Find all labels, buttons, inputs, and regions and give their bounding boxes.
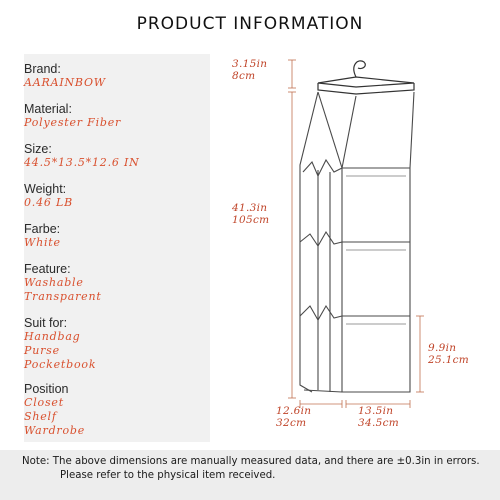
- spec-value: Closet: [24, 396, 64, 409]
- spec-label: Weight:: [24, 182, 67, 196]
- spec-value: 0.46 LB: [24, 196, 73, 209]
- dimension-height-cm: 105cm: [232, 214, 270, 226]
- dimension-height: [232, 202, 269, 226]
- dimension-hook-cm: 8cm: [232, 70, 256, 82]
- dimension-pocket: [428, 342, 469, 366]
- spec-value: 44.5*13.5*12.6 IN: [24, 156, 140, 169]
- dimension-pocket-cm: 25.1cm: [428, 354, 470, 366]
- spec-label: Position: [24, 382, 69, 396]
- dimension-hook: [232, 58, 267, 82]
- spec-label: Suit for:: [24, 316, 68, 330]
- hanger-hook-icon: [318, 61, 414, 94]
- dimension-lines: [288, 60, 424, 408]
- disclaimer-note: [0, 450, 500, 500]
- spec-value: Pocketbook: [24, 358, 97, 371]
- page-title: PRODUCT INFORMATION: [136, 14, 364, 34]
- spec-value: Transparent: [24, 290, 102, 303]
- spec-label: Material:: [24, 102, 72, 116]
- spec-value: White: [24, 236, 61, 249]
- spec-value: Shelf: [24, 410, 57, 423]
- spec-label: Brand:: [24, 62, 61, 76]
- dimension-width-cm: 34.5cm: [358, 417, 400, 429]
- spec-label: Feature:: [24, 262, 71, 276]
- dimension-pocket-in: 9.9in: [428, 342, 457, 354]
- spec-value: Wardrobe: [24, 424, 86, 437]
- hanging-organizer-drawing: [300, 92, 414, 392]
- note-line-2: Please refer to the physical item received.: [60, 470, 276, 481]
- spec-value: AARAINBOW: [24, 76, 106, 89]
- spec-value: Polyester Fiber: [24, 116, 122, 129]
- dimension-depth-cm: 32cm: [276, 417, 307, 429]
- spec-label: Size:: [24, 142, 52, 156]
- spec-label: Farbe:: [24, 222, 61, 236]
- dimension-width-in: 13.5in: [358, 405, 394, 417]
- spec-value: Handbag: [24, 330, 81, 343]
- dimension-depth-in: 12.6in: [276, 405, 312, 417]
- dimension-hook-in: 3.15in: [232, 58, 268, 70]
- spec-value: Purse: [24, 344, 60, 357]
- dimension-depth: [276, 405, 311, 429]
- dimension-width: [358, 405, 399, 429]
- dimension-height-in: 41.3in: [232, 202, 268, 214]
- note-line-1: Note: The above dimensions are manually measured data, and there are ±0.3in in errors.: [22, 456, 480, 467]
- spec-value: Washable: [24, 276, 84, 289]
